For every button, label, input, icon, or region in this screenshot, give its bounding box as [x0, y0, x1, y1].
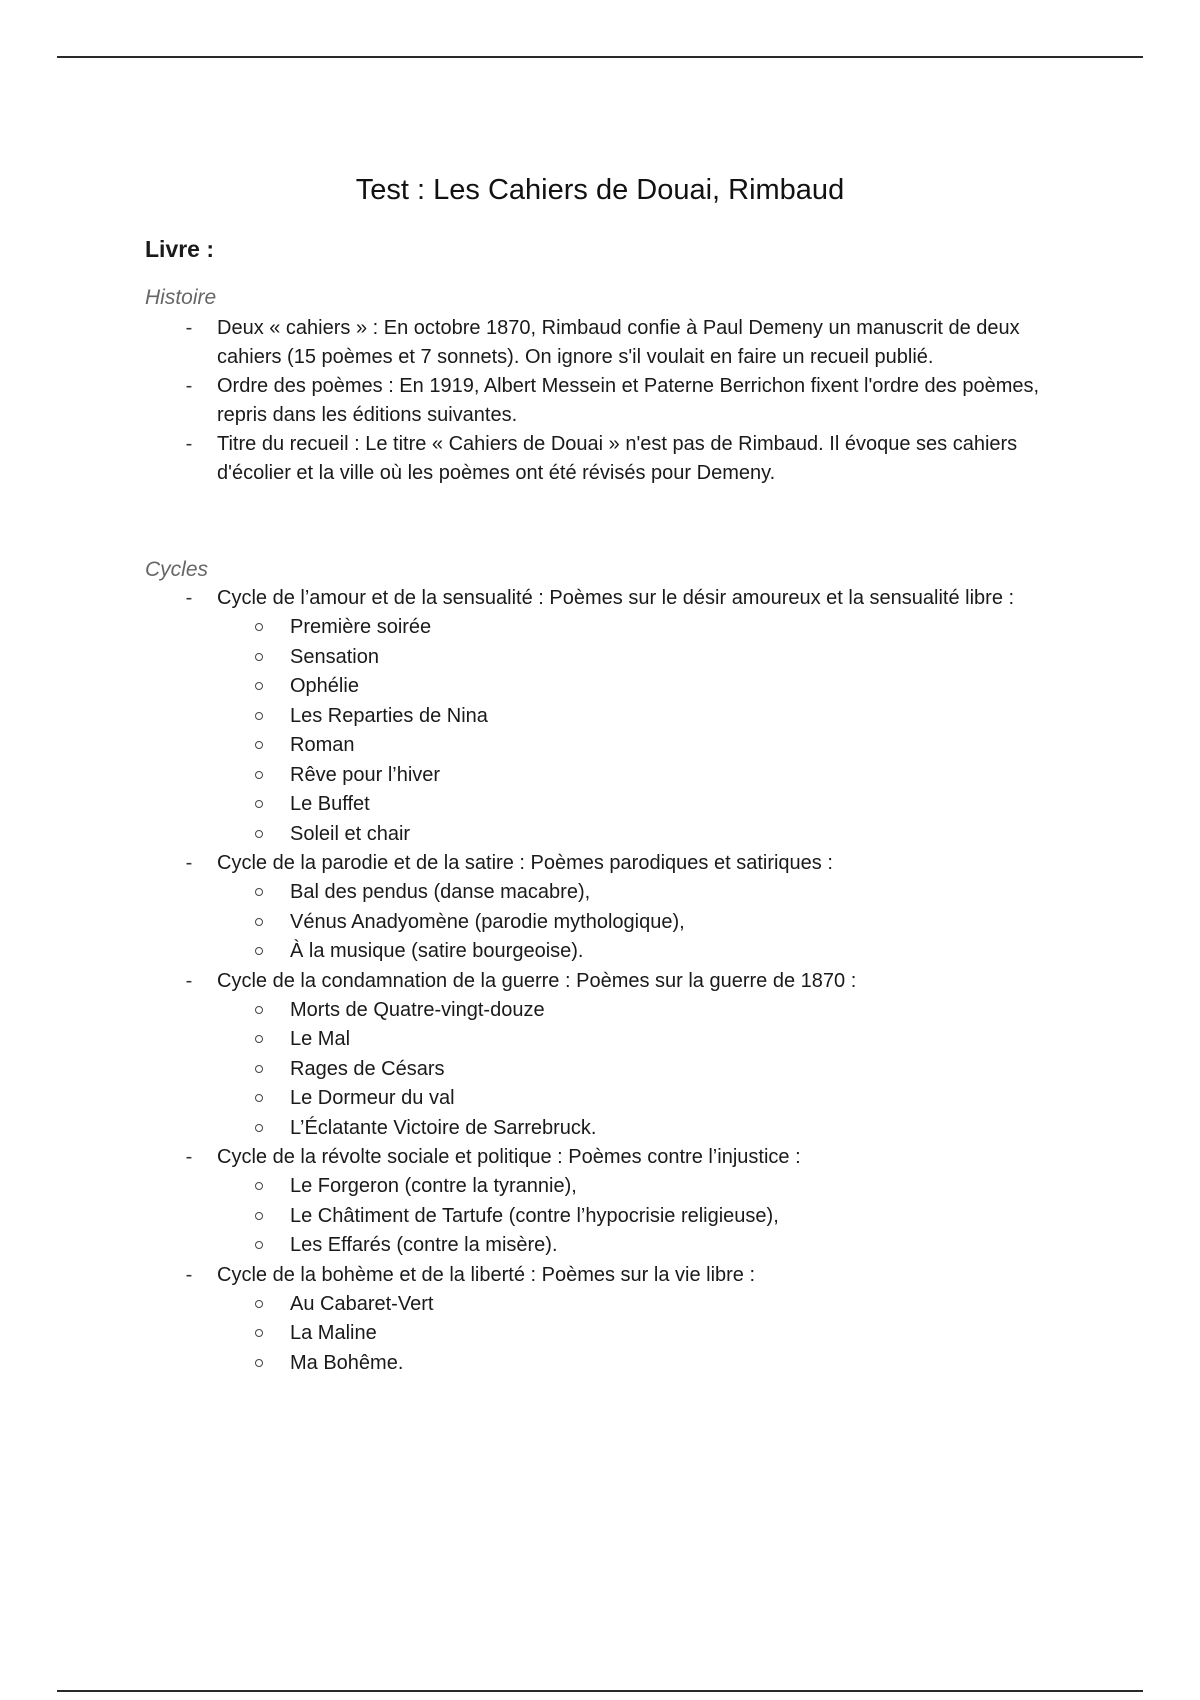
cycle-item — [0, 1261, 1052, 1290]
cycle-item — [0, 849, 1052, 878]
cycle-label: Cycle de l’amour et de la sensualité : Poèmes sur le désir amoureux et la sensualité libre : — [217, 587, 1015, 609]
poem-title: Rêve pour l’hiver — [290, 763, 441, 786]
circle-bullet-icon — [255, 1212, 263, 1220]
poem-item — [0, 790, 1200, 820]
circle-bullet-icon — [255, 682, 263, 690]
poem-title: À la musique (satire bourgeoise). — [290, 940, 584, 962]
cycles-list — [0, 584, 1200, 1378]
circle-bullet-icon — [255, 888, 263, 896]
poem-item — [0, 1290, 1200, 1320]
poem-title: Les Reparties de Nina — [290, 704, 488, 727]
poem-item — [0, 820, 1200, 850]
circle-bullet-icon — [255, 1241, 263, 1249]
poem-item — [0, 761, 1200, 791]
poem-title: Le Châtiment de Tartufe (contre l’hypocrisie religieuse), — [290, 1204, 779, 1227]
dash-bullet: - — [185, 969, 193, 992]
dash-bullet: - — [185, 433, 193, 455]
poem-title: Le Buffet — [290, 793, 370, 815]
circle-bullet-icon — [255, 800, 263, 808]
poem-title: Sensation — [290, 645, 379, 668]
circle-bullet-icon — [255, 623, 263, 631]
circle-bullet-icon — [255, 741, 263, 749]
poem-item — [0, 996, 1200, 1026]
poem-item — [0, 1114, 1200, 1144]
poem-title: L’Éclatante Victoire de Sarrebruck. — [290, 1116, 597, 1139]
histoire-item — [0, 372, 1052, 430]
poem-title: Bal des pendus (danse macabre), — [290, 881, 591, 903]
dash-bullet: - — [185, 852, 193, 874]
circle-bullet-icon — [255, 1359, 263, 1367]
poem-item — [0, 1202, 1200, 1232]
poem-item — [0, 1172, 1200, 1202]
poem-item — [0, 731, 1200, 761]
poem-title: Au Cabaret-Vert — [290, 1292, 434, 1315]
poem-title: Le Dormeur du val — [290, 1087, 455, 1109]
circle-bullet-icon — [255, 1035, 263, 1043]
poem-title: Rages de Césars — [290, 1057, 445, 1080]
circle-bullet-icon — [255, 771, 263, 779]
histoire-item-text: Deux « cahiers » : En octobre 1870, Rimbaud confie à Paul Demeny un manuscrit de deux cahiers (15 poèmes et 7 sonnets). On ignore s'il voulait en faire un recueil publié. — [217, 317, 1020, 368]
circle-bullet-icon — [255, 947, 263, 955]
top-rule — [57, 56, 1143, 58]
poem-title: La Maline — [290, 1322, 377, 1344]
poem-item — [0, 937, 1200, 967]
circle-bullet-icon — [255, 1065, 263, 1073]
circle-bullet-icon — [255, 1124, 263, 1132]
poem-item — [0, 672, 1200, 702]
bottom-rule — [57, 1690, 1143, 1692]
page-title: Test : Les Cahiers de Douai, Rimbaud — [355, 174, 845, 206]
circle-bullet-icon — [255, 1300, 263, 1308]
cycle-label: Cycle de la parodie et de la satire : Poèmes parodiques et satiriques : — [217, 852, 833, 874]
poem-item — [0, 1349, 1200, 1379]
poem-item — [0, 1231, 1200, 1261]
poem-title: Ma Bohême. — [290, 1351, 404, 1374]
circle-bullet-icon — [255, 1329, 263, 1337]
histoire-item — [0, 430, 1052, 488]
dash-bullet: - — [185, 375, 193, 397]
histoire-list — [0, 314, 1200, 488]
subheading-histoire: Histoire — [145, 286, 217, 309]
cycle-label: Cycle de la bohème et de la liberté : Poèmes sur la vie libre : — [217, 1263, 756, 1286]
cycle-label: Cycle de la condamnation de la guerre : Poèmes sur la guerre de 1870 : — [217, 969, 857, 992]
dash-bullet: - — [185, 1263, 193, 1286]
poem-item — [0, 1319, 1200, 1349]
poem-title: Morts de Quatre-vingt-douze — [290, 998, 545, 1021]
circle-bullet-icon — [255, 1094, 263, 1102]
circle-bullet-icon — [255, 830, 263, 838]
circle-bullet-icon — [255, 918, 263, 926]
poem-item — [0, 613, 1200, 643]
dash-bullet: - — [185, 587, 193, 609]
poem-title: Soleil et chair — [290, 822, 411, 845]
poem-title: Le Forgeron (contre la tyrannie), — [290, 1175, 577, 1197]
dash-bullet: - — [185, 1146, 193, 1168]
cycle-item — [0, 967, 1052, 996]
poem-title: Roman — [290, 734, 355, 756]
section-heading-livre: Livre : — [145, 236, 215, 262]
cycle-item — [0, 584, 1052, 613]
histoire-item-text: Titre du recueil : Le titre « Cahiers de Douai » n'est pas de Rimbaud. Il évoque ses cahiers d'écolier et la ville où les poèmes ont été révisés pour Demeny. — [217, 433, 1018, 484]
poem-item — [0, 878, 1200, 908]
poem-item — [0, 908, 1200, 938]
poem-title: Les Effarés (contre la misère). — [290, 1234, 558, 1256]
poem-item — [0, 643, 1200, 673]
poem-title: Ophélie — [290, 675, 359, 697]
circle-bullet-icon — [255, 1182, 263, 1190]
cycle-label: Cycle de la révolte sociale et politique : Poèmes contre l’injustice : — [217, 1146, 801, 1168]
circle-bullet-icon — [255, 653, 263, 661]
poem-item — [0, 1055, 1200, 1085]
circle-bullet-icon — [255, 1006, 263, 1014]
poem-item — [0, 702, 1200, 732]
poem-title: Le Mal — [290, 1028, 351, 1050]
subheading-cycles: Cycles — [145, 558, 209, 581]
poem-title: Vénus Anadyomène (parodie mythologique), — [290, 910, 685, 933]
poem-item — [0, 1025, 1200, 1055]
histoire-item-text: Ordre des poèmes : En 1919, Albert Messein et Paterne Berrichon fixent l'ordre des poèmes, repris dans les éditions suivantes. — [217, 375, 1040, 426]
cycle-item — [0, 1143, 1052, 1172]
histoire-item — [0, 314, 1052, 372]
poem-title: Première soirée — [290, 616, 432, 638]
circle-bullet-icon — [255, 712, 263, 720]
dash-bullet: - — [185, 317, 193, 339]
poem-item — [0, 1084, 1200, 1114]
